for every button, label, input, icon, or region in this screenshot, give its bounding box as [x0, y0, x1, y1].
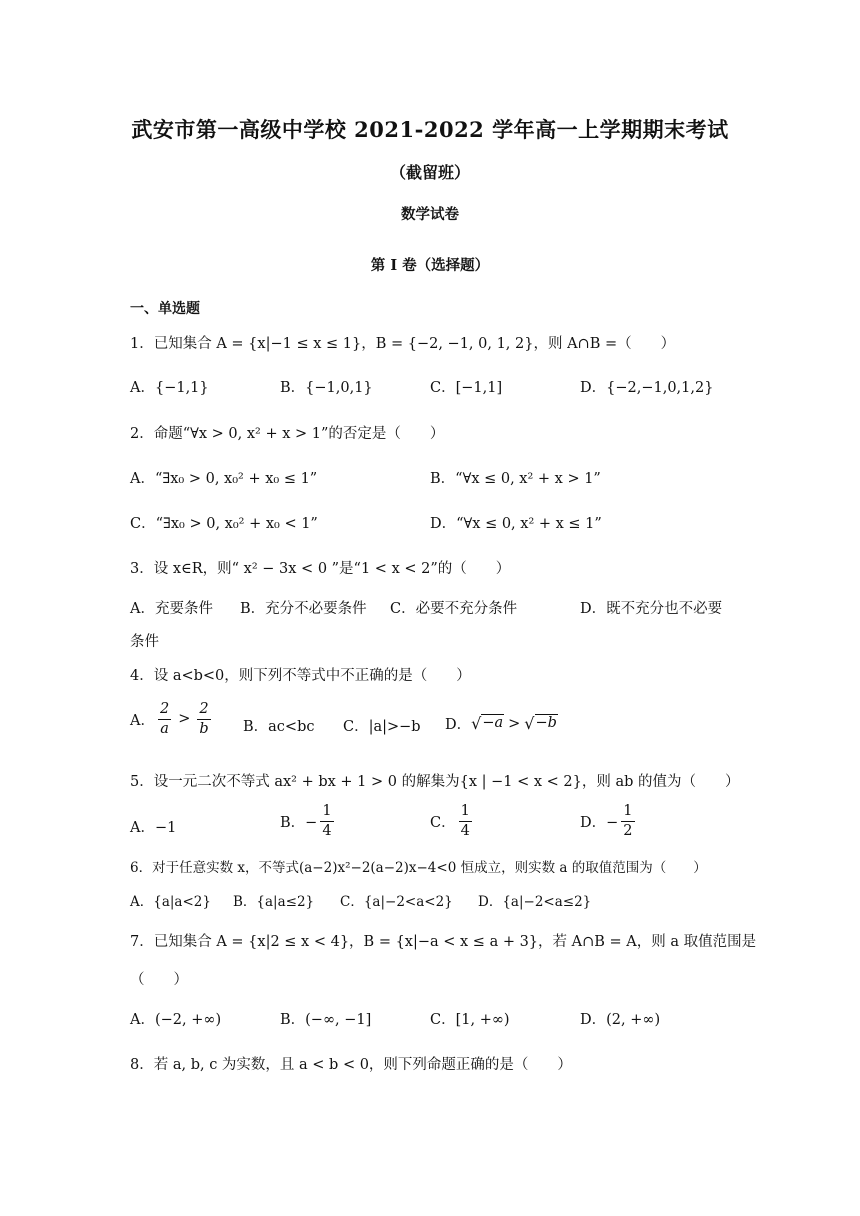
question-3-prompt: 3．设 x∈R，则“ x² − 3x < 0 ”是“1 < x < 2”的（ ） — [130, 561, 511, 577]
fraction-numerator: 1 — [459, 804, 472, 822]
fraction-numerator: 1 — [320, 804, 333, 822]
fraction-2-over-a — [158, 702, 171, 736]
fraction-denominator: 4 — [460, 822, 470, 839]
question-5-option-a: A．−1 — [130, 820, 177, 836]
question-4-option-a — [130, 702, 214, 736]
fraction-1-over-4 — [320, 804, 333, 838]
section-label: 一、单选题 — [130, 301, 200, 317]
question-2-prompt: 2．命题“∀x > 0, x² + x > 1”的否定是（ ） — [130, 426, 445, 442]
fraction-2-over-b — [197, 702, 210, 736]
option-c-label: C． — [430, 814, 456, 831]
question-5-prompt: 5．设一元二次不等式 ax² + bx + 1 > 0 的解集为{x | −1 < x < 2}，则 ab 的值为（ ） — [130, 774, 740, 790]
question-5-option-b — [280, 804, 337, 838]
question-7-prompt-wrap: （ ） — [130, 972, 188, 988]
greater-than-sign: > — [178, 711, 191, 727]
class-subtitle: （截留班） — [389, 163, 470, 182]
radicand: −a — [482, 715, 504, 731]
question-3-option-d: D．既不充分也不必要 — [580, 601, 723, 617]
question-4-option-b: B．ac<bc — [243, 719, 315, 735]
question-3-option-b: B．充分不必要条件 — [240, 601, 367, 617]
question-1-option-c: C．[−1,1] — [430, 380, 503, 396]
sqrt-neg-b — [524, 714, 558, 733]
question-7-option-a: A．(−2, +∞) — [130, 1012, 222, 1028]
option-d-label: D．− — [580, 814, 619, 831]
question-1-prompt: 1．已知集合 A = {x|−1 ≤ x ≤ 1}，B = {−2, −1, 0, 1, 2}，则 A∩B =（ ） — [130, 336, 676, 352]
question-5-option-d — [580, 804, 638, 838]
question-3-option-c: C．必要不充分条件 — [390, 601, 518, 617]
question-1-option-b: B．{−1,0,1} — [280, 380, 373, 396]
greater-than-sign: > — [508, 715, 521, 732]
question-2-option-a: A．“∃x₀ > 0, x₀² + x₀ ≤ 1” — [130, 471, 318, 487]
option-b-label: B．− — [280, 814, 318, 831]
question-7-option-b: B．(−∞, −1] — [280, 1012, 372, 1028]
exam-subject: 数学试卷 — [401, 206, 459, 223]
sqrt-neg-a — [471, 714, 504, 733]
question-6-option-b: B．{a|a≤2} — [233, 894, 315, 910]
option-letter-d: D． — [445, 717, 472, 733]
question-6-option-a: A．{a|a<2} — [130, 894, 211, 910]
fraction-numerator: 2 — [158, 702, 171, 720]
radicand: −b — [535, 715, 557, 731]
part-heading: 第 I 卷（选择题） — [370, 257, 490, 274]
option-letter-a: A． — [130, 712, 155, 729]
question-1-option-a: A．{−1,1} — [130, 380, 209, 396]
question-1-option-d: D．{−2,−1,0,1,2} — [580, 380, 714, 396]
question-7-option-d: D．(2, +∞) — [580, 1012, 661, 1028]
fraction-numerator: 2 — [197, 702, 210, 720]
radical-icon: √ — [524, 714, 535, 733]
question-6-option-d: D．{a|−2<a≤2} — [478, 894, 592, 910]
fraction-denominator: a — [160, 720, 169, 737]
fraction-denominator: 4 — [322, 822, 332, 839]
question-6-option-c: C．{a|−2<a<2} — [340, 894, 453, 910]
question-2-option-d: D．“∀x ≤ 0, x² + x ≤ 1” — [430, 516, 602, 532]
question-5-option-c — [430, 804, 475, 838]
question-7-prompt: 7．已知集合 A = {x|2 ≤ x < 4}，B = {x|−a < x ≤ a + 3}，若 A∩B = A，则 a 取值范围是 — [130, 934, 757, 950]
fraction-denominator: b — [199, 720, 209, 737]
question-3-option-a: A．充要条件 — [130, 601, 213, 617]
question-8-prompt: 8．若 a, b, c 为实数，且 a < b < 0，则下列命题正确的是（ ） — [130, 1057, 572, 1073]
fraction-denominator: 2 — [623, 822, 633, 839]
radical-icon: √ — [471, 714, 482, 733]
question-2-option-b: B．“∀x ≤ 0, x² + x > 1” — [430, 471, 601, 487]
question-4-option-d — [445, 713, 558, 734]
question-4-option-c: C．|a|>−b — [343, 719, 421, 735]
question-2-option-c: C．“∃x₀ > 0, x₀² + x₀ < 1” — [130, 516, 318, 532]
question-3-option-d-wrap: 条件 — [130, 634, 159, 650]
page-title: 武安市第一高级中学校 2021-2022 学年高一上学期期末考试 — [131, 117, 729, 142]
question-6-prompt: 6．对于任意实数 x，不等式(a−2)x²−2(a−2)x−4<0 恒成立，则实数 a 的取值范围为（ ） — [130, 860, 707, 876]
question-7-option-c: C．[1, +∞) — [430, 1012, 510, 1028]
fraction-1-over-4 — [459, 804, 472, 838]
fraction-numerator: 1 — [621, 804, 634, 822]
question-4-prompt: 4．设 a<b<0，则下列不等式中不正确的是（ ） — [130, 668, 471, 684]
fraction-1-over-2 — [621, 804, 634, 838]
